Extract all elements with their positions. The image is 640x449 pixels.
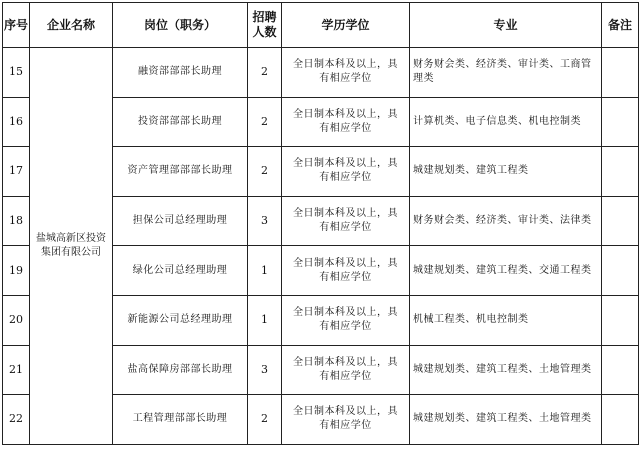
cell-count: 2 [248,97,282,147]
cell-count: 3 [248,196,282,246]
cell-note [602,295,639,345]
cell-count: 2 [248,395,282,445]
header-education: 学历学位 [282,3,410,48]
header-seq: 序号 [3,3,30,48]
cell-seq: 16 [3,97,30,147]
cell-note [602,395,639,445]
cell-education: 全日制本科及以上，具有相应学位 [282,147,410,197]
cell-seq: 15 [3,48,30,98]
cell-seq: 18 [3,196,30,246]
cell-education: 全日制本科及以上，具有相应学位 [282,196,410,246]
header-note: 备注 [602,3,639,48]
cell-position: 盐高保障房部部长助理 [113,345,248,395]
header-major: 专业 [410,3,602,48]
cell-position: 担保公司总经理助理 [113,196,248,246]
cell-position: 资产管理部部部长助理 [113,147,248,197]
cell-position: 绿化公司总经理助理 [113,246,248,296]
cell-seq: 22 [3,395,30,445]
header-company: 企业名称 [30,3,113,48]
cell-education: 全日制本科及以上，具有相应学位 [282,295,410,345]
header-count: 招聘人数 [248,3,282,48]
cell-note [602,147,639,197]
cell-education: 全日制本科及以上，具有相应学位 [282,246,410,296]
cell-count: 3 [248,345,282,395]
cell-major: 城建规划类、建筑工程类、土地管理类 [410,345,602,395]
cell-company: 盐城高新区投资集团有限公司 [30,48,113,445]
cell-major: 财务财会类、经济类、审计类、工商管理类 [410,48,602,98]
cell-seq: 17 [3,147,30,197]
cell-major: 城建规划类、建筑工程类 [410,147,602,197]
table-row [3,48,639,98]
cell-note [602,345,639,395]
cell-major: 计算机类、电子信息类、机电控制类 [410,97,602,147]
cell-major: 城建规划类、建筑工程类、交通工程类 [410,246,602,296]
header-position: 岗位（职务） [113,3,248,48]
cell-major: 城建规划类、建筑工程类、土地管理类 [410,395,602,445]
cell-note [602,246,639,296]
cell-position: 融资部部部长助理 [113,48,248,98]
recruitment-table-container [2,2,638,445]
cell-note [602,97,639,147]
cell-seq: 20 [3,295,30,345]
header-row [3,3,639,48]
cell-position: 工程管理部部长助理 [113,395,248,445]
cell-count: 2 [248,48,282,98]
cell-note [602,196,639,246]
cell-education: 全日制本科及以上，具有相应学位 [282,97,410,147]
cell-major: 财务财会类、经济类、审计类、法律类 [410,196,602,246]
cell-seq: 19 [3,246,30,296]
cell-education: 全日制本科及以上，具有相应学位 [282,395,410,445]
cell-major: 机械工程类、机电控制类 [410,295,602,345]
recruitment-table [2,2,639,445]
cell-position: 投资部部部长助理 [113,97,248,147]
cell-count: 1 [248,295,282,345]
cell-position: 新能源公司总经理助理 [113,295,248,345]
cell-education: 全日制本科及以上，具有相应学位 [282,345,410,395]
cell-count: 1 [248,246,282,296]
cell-note [602,48,639,98]
cell-seq: 21 [3,345,30,395]
cell-count: 2 [248,147,282,197]
cell-education: 全日制本科及以上，具有相应学位 [282,48,410,98]
